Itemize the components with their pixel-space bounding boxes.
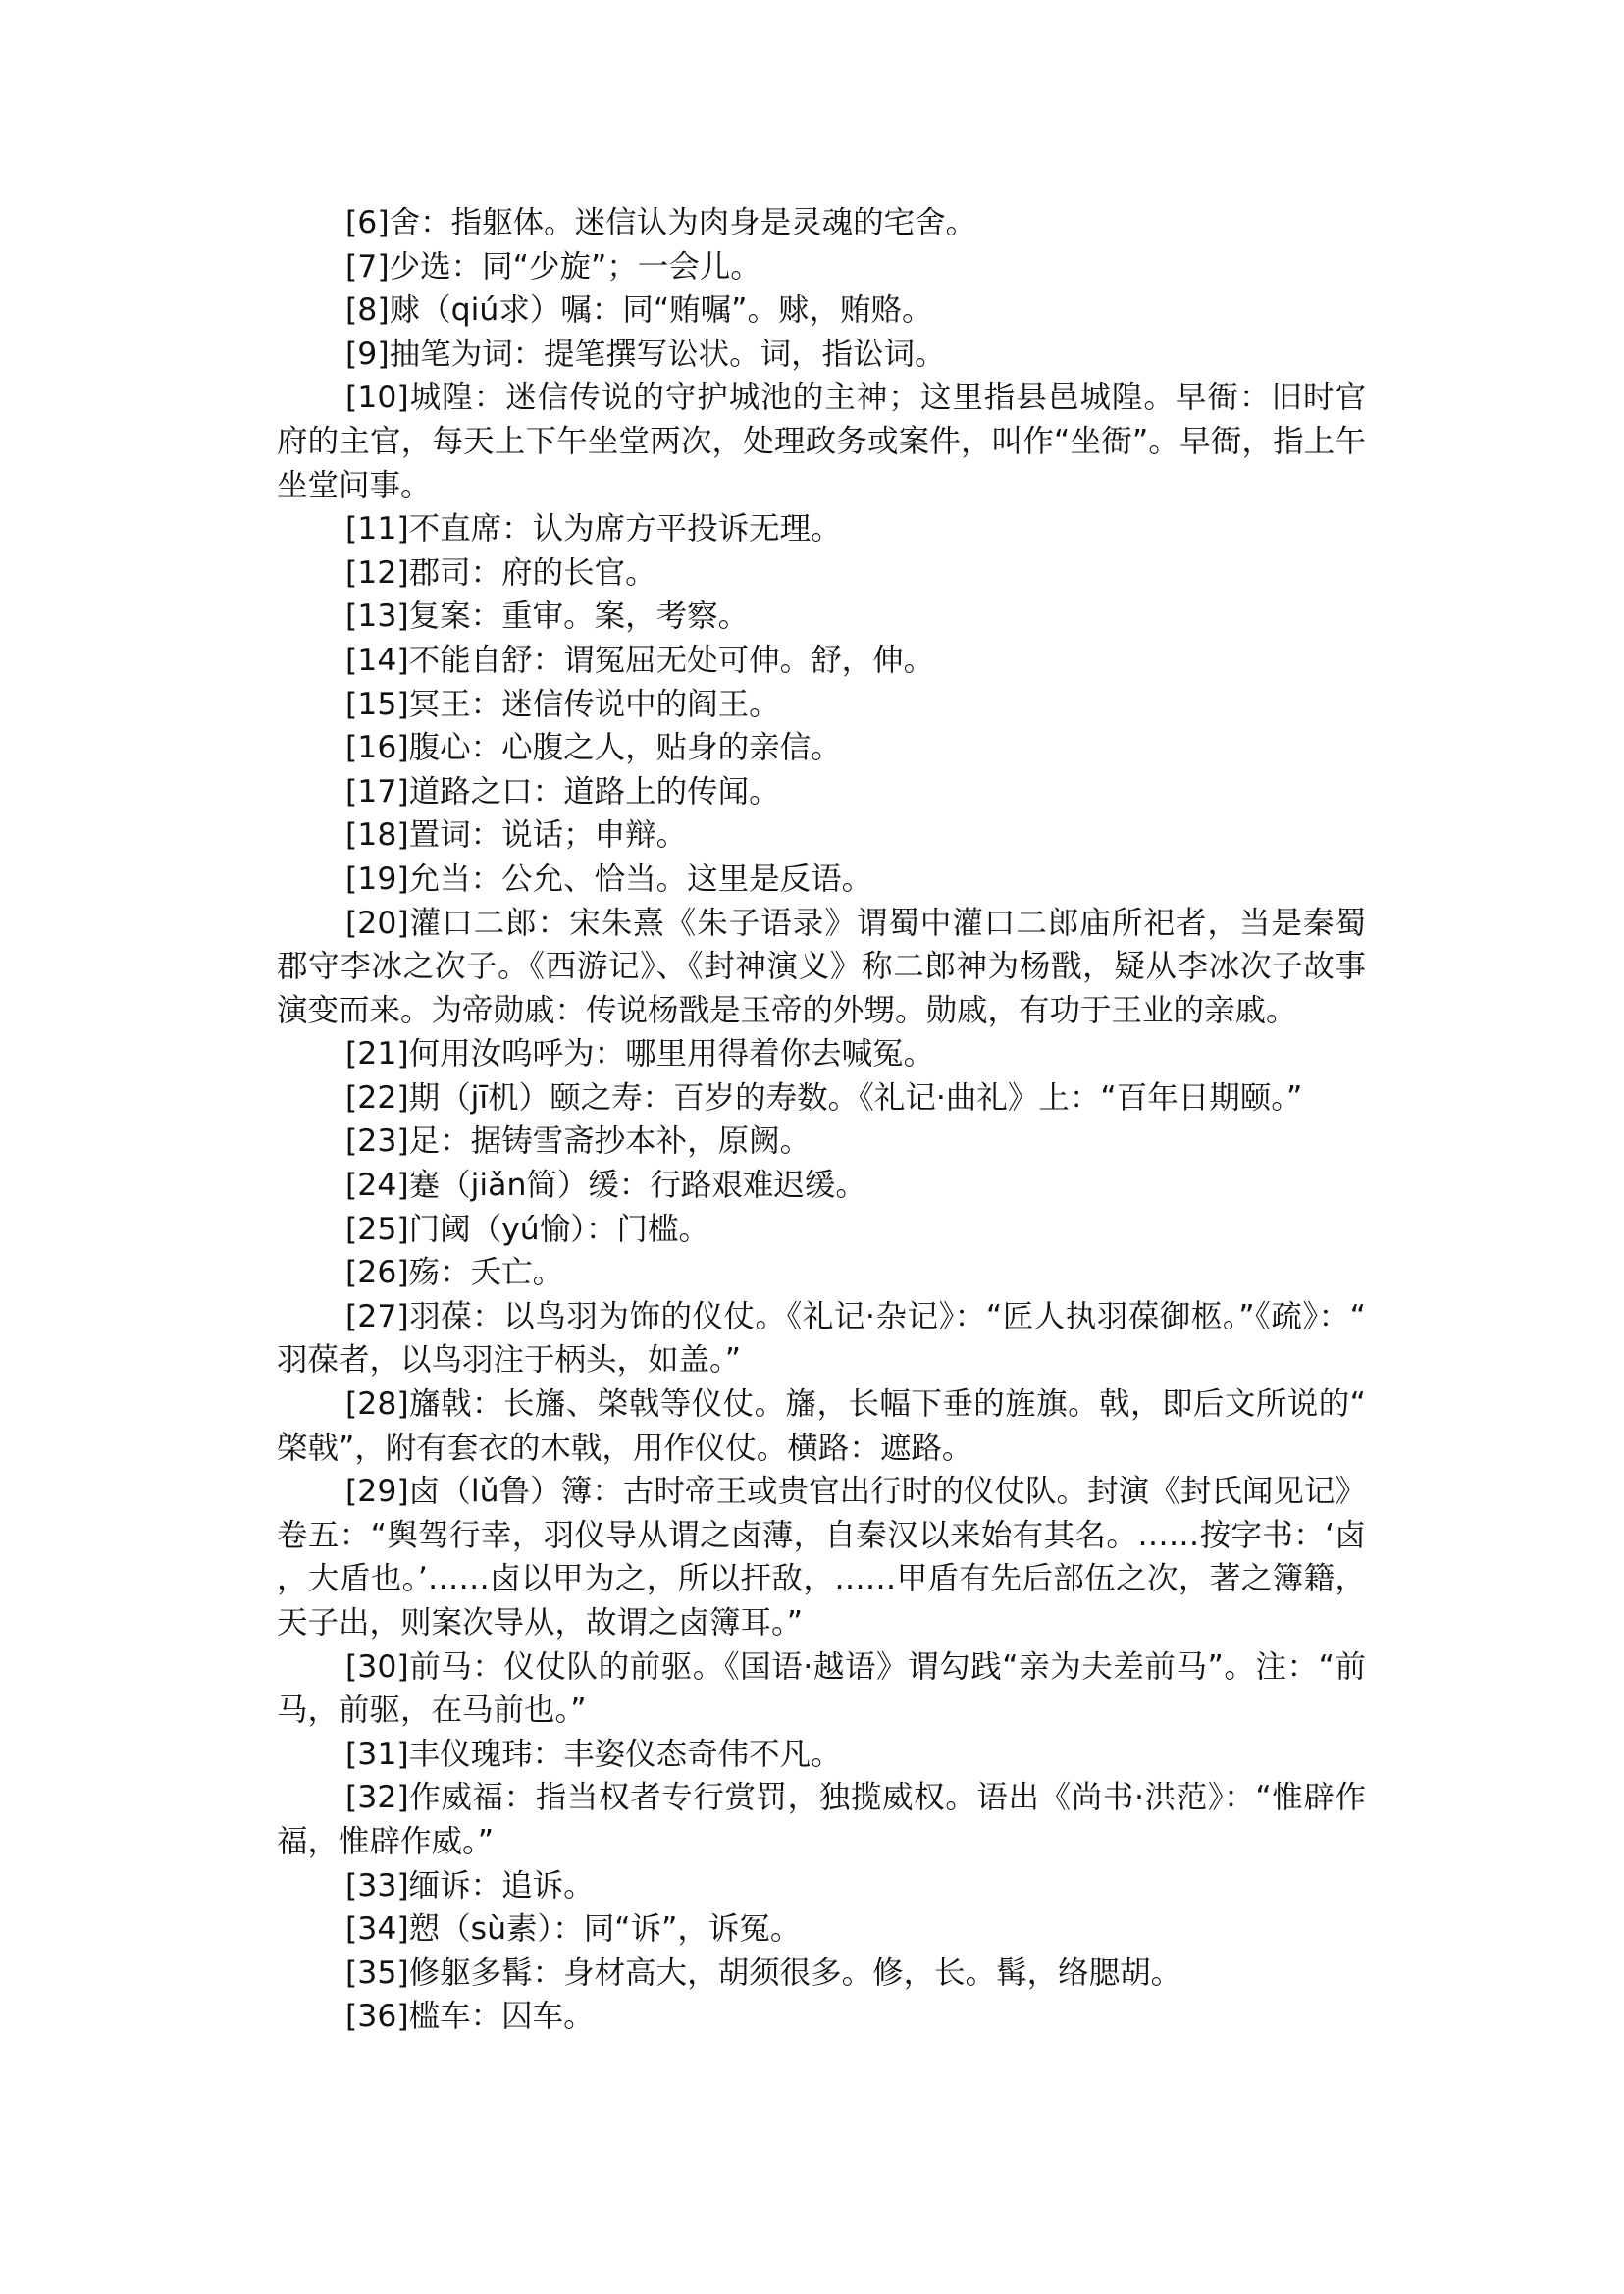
- annotation-note-28: [28]旛戟：长旛、棨戟等仪仗。旛，长幅下垂的旌旗。戟，即后文所说的“棨戟”，附有套衣的木戟，用作仪仗。横路：遮路。: [277, 1386, 1366, 1466]
- annotation-note-16: [16]腹心：心腹之人，贴身的亲信。: [345, 730, 842, 766]
- annotation-note-34: [34]愬（sù素）：同“诉”，诉冤。: [345, 1911, 802, 1948]
- annotation-note-15: [15]冥王：迷信传说中的阎王。: [345, 686, 780, 722]
- annotation-note-12: [12]郡司：府的长官。: [345, 554, 656, 591]
- annotation-note-27: [27]羽葆：以鸟羽为饰的仪仗。《礼记·杂记》：“匠人执羽葆御柩。”《疏》：“羽葆者，以鸟羽注于柄头，如盖。”: [277, 1298, 1366, 1379]
- annotation-note-32: [32]作威福：指当权者专行赏罚，独揽威权。语出《尚书·洪范》：“惟辟作福，惟辟作威。”: [277, 1780, 1366, 1859]
- annotation-note-13: [13]复案：重审。案，考察。: [345, 599, 750, 635]
- annotation-note-19: [19]允当：公允、恰当。这里是反语。: [345, 860, 873, 897]
- annotation-note-8: [8]赇（qiú求）嘱：同“贿嘱”。赇，贿赂。: [345, 292, 933, 329]
- annotation-note-26: [26]殇：夭亡。: [345, 1255, 564, 1291]
- annotation-note-9: [9]抽笔为词：提笔撰写讼状。词，指讼词。: [345, 336, 946, 372]
- annotation-note-31: [31]丰仪瑰玮：丰姿仪态奇伟不凡。: [345, 1736, 842, 1772]
- annotation-note-35: [35]修躯多髯：身材高大，胡须很多。修，长。髯，络腮胡。: [345, 1955, 1182, 1991]
- annotation-note-6: [6]舍：指躯体。迷信认为肉身是灵魂的宅舍。: [345, 205, 977, 240]
- annotation-note-17: [17]道路之口：道路上的传闻。: [345, 773, 780, 809]
- annotation-note-7: [7]少选：同“少旋”；一会儿。: [345, 248, 761, 285]
- annotation-note-23: [23]足：据铸雪斋抄本补，原阙。: [345, 1123, 812, 1160]
- annotation-note-24: [24]蹇（jiǎn简）缓：行路艰难迟缓。: [345, 1168, 866, 1204]
- annotation-note-14: [14]不能自舒：谓冤屈无处可伸。舒，伸。: [345, 642, 935, 678]
- annotation-note-22: [22]期（jī机）颐之寿：百岁的寿数。《礼记·曲礼》上：“百年日期颐。”: [345, 1079, 1303, 1116]
- annotation-note-20: [20]灌口二郎：宋朱熹《朱子语录》谓蜀中灌口二郎庙所祀者，当是秦蜀郡守李冰之次子。《西游记》、《封神演义》称二郎神为杨戬，疑从李冰次子故事演变而来。为帝勋戚：传说杨戬是玉帝的外甥。勋戚，有功于王业的亲戚。: [277, 905, 1366, 1028]
- annotation-note-25: [25]门阈（yú愉）：门槛。: [345, 1211, 710, 1247]
- annotation-note-29: [29]卤（lǔ鲁）簿：古时帝王或贵官出行时的仪仗队。封演《封氏闻见记》卷五：“舆驾行幸，羽仪导从谓之卤薄，自秦汉以来始有其名。……按字书：‘卤，大盾也。’……卤以甲为之，所以扞敌，……甲盾有先后部伍之次，著之簿籍，天子出，则案次导从，故谓之卤簿耳。”: [277, 1474, 1366, 1641]
- annotation-note-18: [18]置词：说话；申辩。: [345, 817, 688, 854]
- annotation-note-10: [10]城隍：迷信传说的守护城池的主神；这里指县邑城隍。早衙：旧时官府的主官，每天上下午坐堂两次，处理政务或案件，叫作“坐衙”。早衙，指上午坐堂问事。: [277, 380, 1366, 503]
- annotation-note-11: [11]不直席：认为席方平投诉无理。: [345, 511, 842, 547]
- annotation-list: [277, 201, 1366, 2039]
- annotation-note-33: [33]缅诉：追诉。: [345, 1867, 595, 1903]
- annotation-note-36: [36]槛车：囚车。: [345, 1999, 595, 2035]
- annotation-note-21: [21]何用汝呜呼为：哪里用得着你去喊冤。: [345, 1036, 935, 1072]
- annotation-note-30: [30]前马：仪仗队的前驱。《国语·越语》谓勾践“亲为夫差前马”。注：“前马，前驱，在马前也。”: [277, 1648, 1366, 1729]
